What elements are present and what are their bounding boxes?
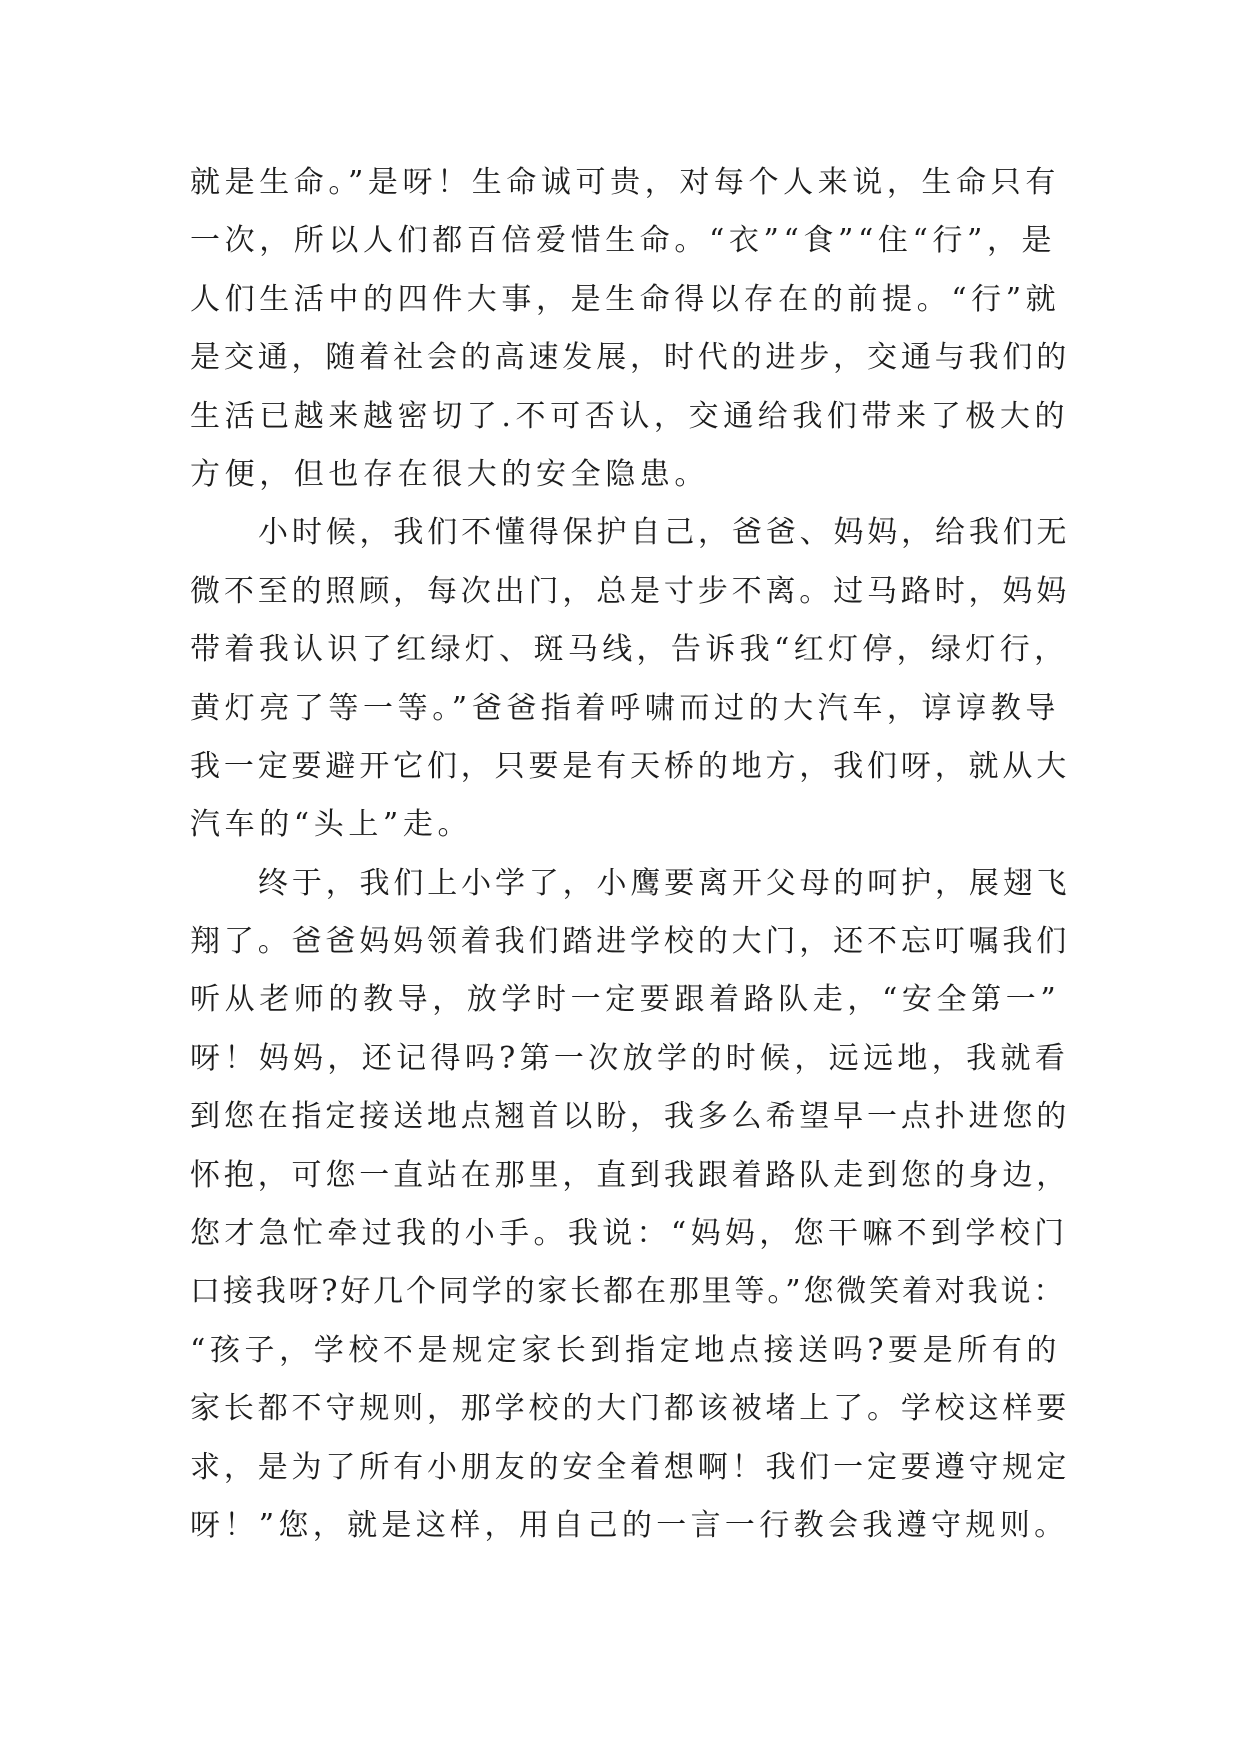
text-line: 生活已越来越密切了.不可否认，交通给我们带来了极大的 <box>190 398 1070 434</box>
text-line: 黄灯亮了等一等。”爸爸指着呼啸而过的大汽车，谆谆教导 <box>190 690 1060 726</box>
text-line: 家长都不守规则，那学校的大门都该被堵上了。学校这样要 <box>190 1391 1071 1427</box>
essay-body <box>190 154 1070 1555</box>
paragraph-start-line: 终于，我们上小学了，小鹰要离开父母的呵护，展翅飞 <box>258 865 1071 901</box>
paragraph-start-line: 小时候，我们不懂得保护自己，爸爸、妈妈，给我们无 <box>258 515 1071 551</box>
text-line: 是交通，随着社会的高速发展，时代的进步，交通与我们的 <box>190 340 1071 376</box>
text-line: 就是生命。”是呀！生命诚可贵，对每个人来说，生命只有 <box>190 165 1060 200</box>
text-line: 您才急忙牵过我的小手。我说：“妈妈，您干嘛不到学校门 <box>190 1216 1069 1252</box>
text-line: “孩子，学校不是规定家长到指定地点接送吗?要是所有的 <box>190 1332 1062 1368</box>
text-line: 汽车的“头上”走。 <box>190 807 473 843</box>
text-line: 求，是为了所有小朋友的安全着想啊！我们一定要遵守规定 <box>190 1449 1071 1485</box>
text-line: 微不至的照顾，每次出门，总是寸步不离。过马路时，妈妈 <box>190 573 1071 609</box>
text-line: 方便，但也存在很大的安全隐患。 <box>190 456 709 492</box>
text-line: 呀！”您，就是这样，用自己的一言一行教会我遵守规则。 <box>190 1507 1069 1543</box>
text-line: 呀！妈妈，还记得吗?第一次放学的时候，远远地，我就看 <box>190 1040 1070 1076</box>
text-line: 带着我认识了红绿灯、斑马线，告诉我“红灯停，绿灯行， <box>190 632 1069 668</box>
text-line: 翔了。爸爸妈妈领着我们踏进学校的大门，还不忘叮嘱我们 <box>190 924 1071 960</box>
text-line: 怀抱，可您一直站在那里，直到我跟着路队走到您的身边， <box>190 1157 1071 1193</box>
text-line: 口接我呀?好几个同学的家长都在那里等。”您微笑着对我说： <box>190 1274 1067 1310</box>
text-line: 听从老师的教导，放学时一定要跟着路队走，“安全第一” <box>190 982 1061 1018</box>
text-line: 一次，所以人们都百倍爱惜生命。“衣”“食”“住“行”，是 <box>190 223 1057 259</box>
text-line: 人们生活中的四件大事，是生命得以存在的前提。“行”就 <box>190 281 1061 317</box>
text-line: 我一定要避开它们，只要是有天桥的地方，我们呀，就从大 <box>190 748 1071 784</box>
text-line: 到您在指定接送地点翘首以盼，我多么希望早一点扑进您的 <box>190 1099 1071 1135</box>
